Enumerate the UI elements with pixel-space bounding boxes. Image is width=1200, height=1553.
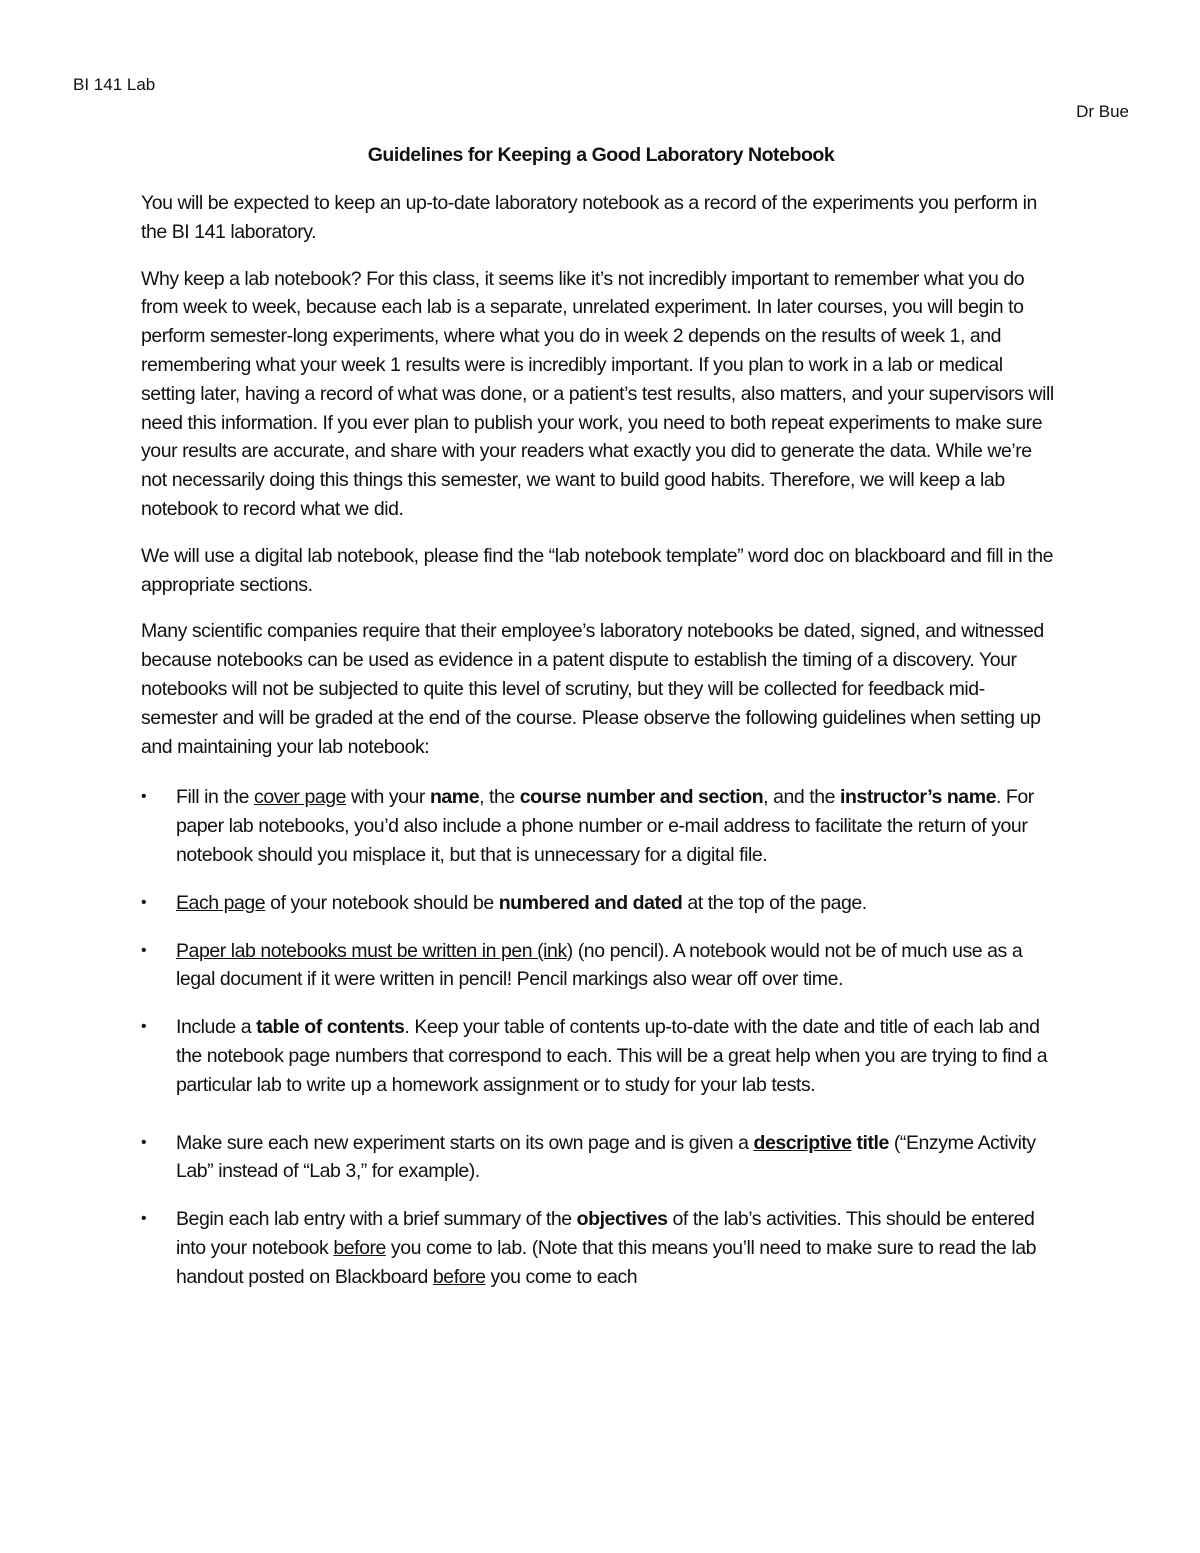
- digital-notebook-paragraph: We will use a digital lab notebook, please find the “lab notebook template” word doc on blackboard and fill in the appropriate sections.: [141, 544, 1054, 596]
- bullet-icon: •: [141, 1133, 147, 1151]
- document-body: [141, 141, 1061, 1311]
- why-paragraph: Why keep a lab notebook? For this class, it seems like it’s not incredibly important to remember what you do from week to week, because each lab is a separate, unrelated experiment. In later courses, you will begin to perform semester-long experiments, where what you do in week 2 depends on the results of week 1, and remembering what your week 1 results were is incredibly important. If you plan to work in a lab or medical setting later, having a record of what was done, or a patient’s test results, also matters, and your supervisors will need this information. If you ever plan to publish your work, you need to both repeat experiments to make sure your results are accurate, and share with your readers what exactly you did to generate the data. While we’re not necessarily doing this things this semester, we want to build good habits. Therefore, we will keep a lab notebook to record what we did.: [141, 267, 1054, 520]
- bullet-icon: •: [141, 893, 147, 911]
- guideline-segment: name: [429, 786, 480, 809]
- guideline-text: [176, 940, 1022, 991]
- guideline-text: [176, 1132, 1036, 1183]
- guideline-segment: Paper lab notebooks must be written in pen (ink): [176, 939, 573, 962]
- guideline-segment: Each page: [176, 891, 266, 914]
- guideline-segment: (“Enzyme Activity Lab” instead of “Lab 3,” for example).: [176, 1131, 1036, 1183]
- intro-paragraph: You will be expected to keep an up-to-date laboratory notebook as a record of the experiments you perform in the BI 141 laboratory.: [141, 192, 1037, 243]
- guideline-segment: Make sure each new experiment starts on its own page and is given a: [176, 1131, 754, 1154]
- companies-paragraph: Many scientific companies require that their employee’s laboratory notebooks be dated, signed, and witnessed because notebooks can be used as evidence in a patent dispute to establish the timing of a discovery. Your notebooks will not be subjected to quite this level of scrutiny, but they will be collected for feedback mid-semester and will be graded at the end of the course. Please observe the following guidelines when setting up and maintaining your lab notebook:: [141, 620, 1044, 758]
- guideline-segment: Fill in the: [176, 786, 255, 809]
- guideline-segment: you come to lab. (Note that this means you’ll need to make sure to read the lab handout posted on Blackboard: [176, 1236, 1037, 1288]
- guideline-segment: before: [432, 1265, 486, 1288]
- bullet-icon: •: [141, 788, 147, 806]
- bullet-icon: •: [141, 1210, 147, 1228]
- guideline-segment: instructor’s name: [840, 786, 996, 809]
- list-item: [141, 1205, 1061, 1291]
- guideline-segment: . For paper lab notebooks, you’d also include a phone number or e-mail address to facilitate the return of your notebook should you misplace it, but that is unnecessary for a digital file.: [176, 786, 1034, 866]
- guideline-segment: course number and section: [519, 786, 764, 809]
- guideline-segment: descriptive: [753, 1131, 852, 1154]
- guideline-segment: Begin each lab entry with a brief summary of the: [176, 1208, 577, 1231]
- list-item: [141, 783, 1061, 869]
- guideline-segment: with your: [346, 786, 430, 809]
- guideline-text: [176, 786, 1034, 866]
- guideline-segment: , the: [479, 786, 520, 809]
- guideline-text: [176, 1208, 1036, 1288]
- guideline-segment: (no pencil). A notebook would not be of much use as a legal document if it were written in pencil! Pencil markings also wear off over time.: [176, 939, 1023, 991]
- guideline-text: [176, 892, 867, 914]
- guideline-text: [176, 1016, 1047, 1096]
- guideline-segment: of the lab’s activities. This should be entered into your notebook: [176, 1208, 1035, 1259]
- guideline-segment: Include a: [176, 1016, 257, 1039]
- guideline-segment: title: [851, 1131, 889, 1154]
- guideline-segment: cover page: [254, 786, 347, 809]
- list-item: [141, 889, 1061, 918]
- guidelines-list: [141, 783, 1061, 1291]
- guideline-segment: table of contents: [256, 1016, 405, 1039]
- list-item: [141, 937, 1061, 995]
- guideline-segment: you come to each: [485, 1265, 638, 1288]
- guideline-segment: . Keep your table of contents up-to-date with the date and title of each lab and the notebook page numbers that correspond to each. This will be a great help when you are trying to find a particular lab to write up a homework assignment or to study for your lab tests.: [176, 1016, 1048, 1096]
- guideline-segment: of your notebook should be: [265, 891, 499, 914]
- guideline-segment: numbered and dated: [498, 891, 683, 914]
- guideline-segment: , and the: [763, 786, 840, 809]
- list-item: [141, 1129, 1061, 1187]
- course-header: BI 141 Lab: [73, 75, 156, 94]
- guideline-segment: at the top of the page.: [682, 891, 867, 914]
- instructor-header: Dr Bue: [1076, 102, 1129, 121]
- list-item: [141, 1013, 1061, 1099]
- bullet-icon: •: [141, 941, 147, 959]
- bullet-icon: •: [141, 1018, 147, 1036]
- guideline-segment: objectives: [576, 1208, 668, 1231]
- document-title: Guidelines for Keeping a Good Laboratory Notebook: [367, 144, 835, 166]
- guideline-segment: before: [333, 1236, 386, 1259]
